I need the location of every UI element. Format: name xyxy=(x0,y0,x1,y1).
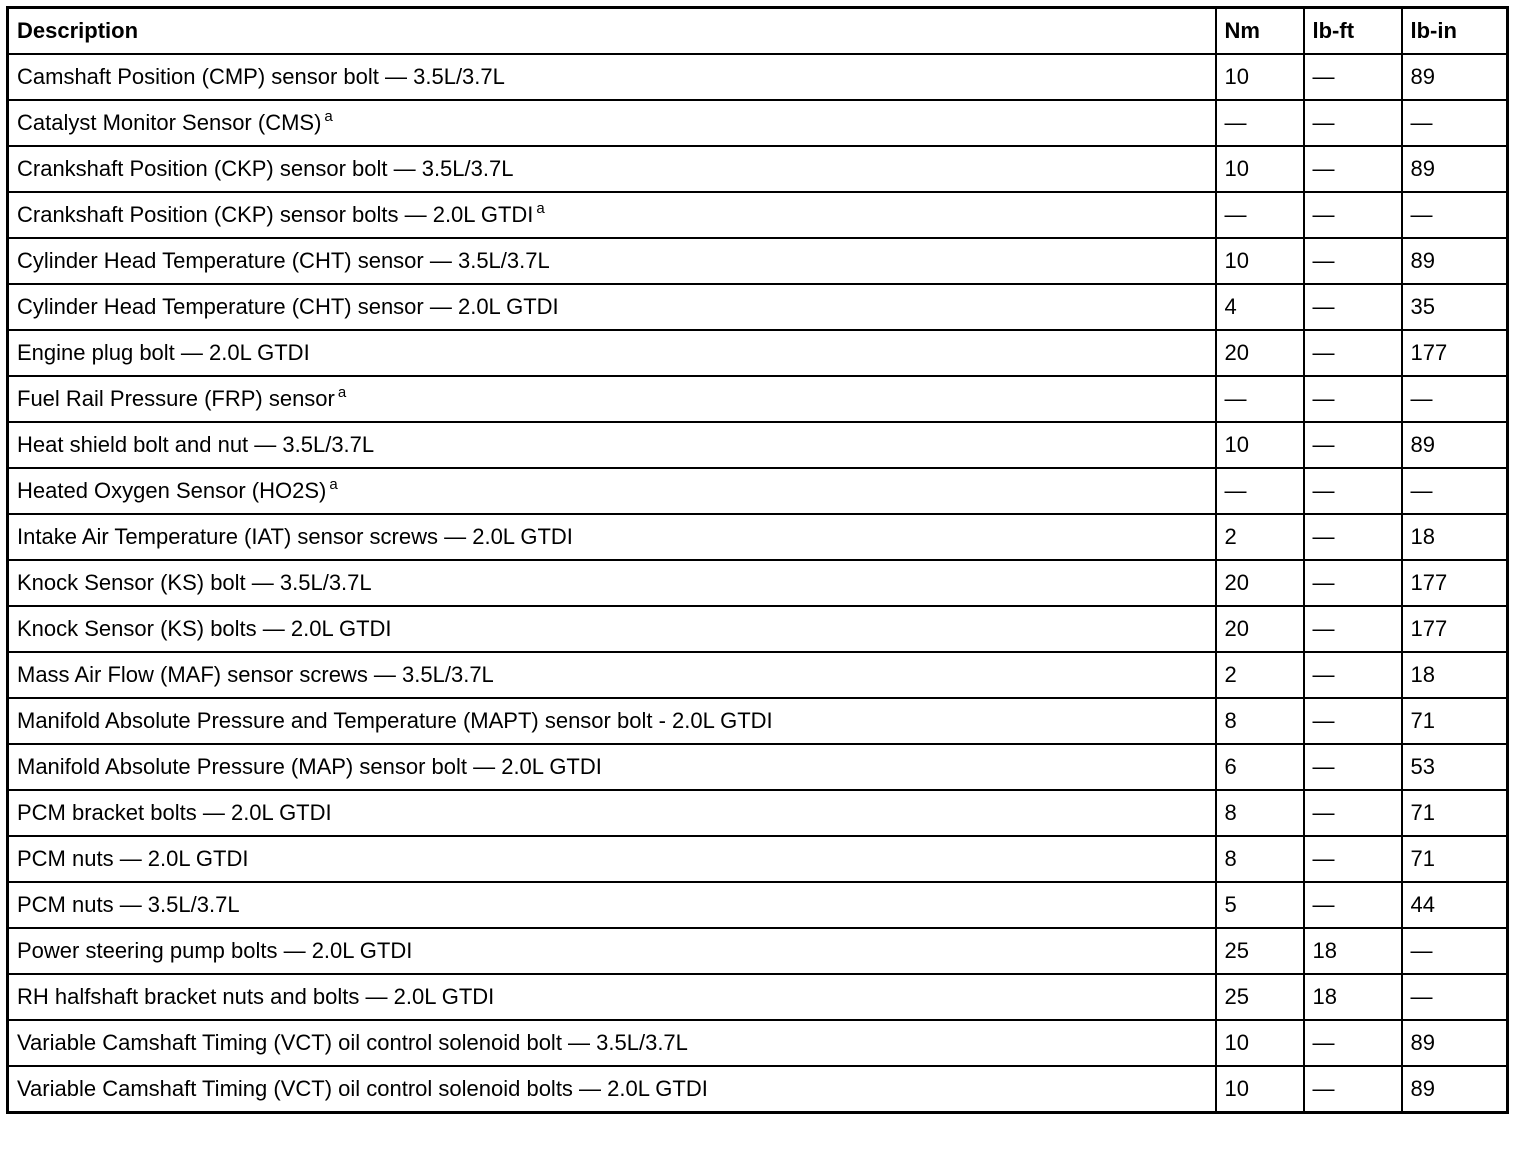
table-row xyxy=(8,422,1508,468)
cell-lb-ft: — xyxy=(1304,376,1402,422)
description-text: RH halfshaft bracket nuts and bolts — 2.0L GTDI xyxy=(17,984,495,1009)
description-text: Variable Camshaft Timing (VCT) oil control solenoid bolt — 3.5L/3.7L xyxy=(17,1030,688,1055)
cell-description xyxy=(8,1066,1216,1113)
cell-lb-in: — xyxy=(1402,100,1508,146)
cell-lb-ft: — xyxy=(1304,560,1402,606)
cell-lb-ft: — xyxy=(1304,54,1402,100)
cell-lb-ft: 18 xyxy=(1304,974,1402,1020)
cell-lb-in: 177 xyxy=(1402,330,1508,376)
table-row xyxy=(8,1020,1508,1066)
cell-description xyxy=(8,606,1216,652)
cell-description xyxy=(8,882,1216,928)
cell-lb-ft: — xyxy=(1304,744,1402,790)
cell-lb-in: 71 xyxy=(1402,836,1508,882)
cell-nm: 4 xyxy=(1216,284,1304,330)
table-row xyxy=(8,974,1508,1020)
cell-lb-ft: — xyxy=(1304,1020,1402,1066)
table-row xyxy=(8,330,1508,376)
header-nm: Nm xyxy=(1216,8,1304,55)
header-lb-in: lb-in xyxy=(1402,8,1508,55)
cell-nm: 10 xyxy=(1216,1066,1304,1113)
cell-lb-ft: — xyxy=(1304,192,1402,238)
cell-lb-in: 18 xyxy=(1402,652,1508,698)
description-text: Fuel Rail Pressure (FRP) sensor xyxy=(17,386,335,411)
cell-nm: — xyxy=(1216,192,1304,238)
cell-lb-in: 89 xyxy=(1402,54,1508,100)
description-text: PCM nuts — 3.5L/3.7L xyxy=(17,892,240,917)
cell-description xyxy=(8,514,1216,560)
cell-lb-ft: — xyxy=(1304,422,1402,468)
cell-description xyxy=(8,422,1216,468)
cell-lb-ft: — xyxy=(1304,836,1402,882)
cell-lb-ft: — xyxy=(1304,606,1402,652)
table-row xyxy=(8,54,1508,100)
description-text: Knock Sensor (KS) bolts — 2.0L GTDI xyxy=(17,616,392,641)
cell-lb-ft: — xyxy=(1304,882,1402,928)
cell-lb-in: 18 xyxy=(1402,514,1508,560)
cell-nm: 20 xyxy=(1216,560,1304,606)
cell-description xyxy=(8,560,1216,606)
cell-lb-ft: — xyxy=(1304,238,1402,284)
table-row xyxy=(8,560,1508,606)
header-description: Description xyxy=(8,8,1216,55)
table-row xyxy=(8,514,1508,560)
table-row xyxy=(8,376,1508,422)
cell-description xyxy=(8,100,1216,146)
table-row xyxy=(8,1066,1508,1113)
cell-description xyxy=(8,974,1216,1020)
cell-nm: 2 xyxy=(1216,514,1304,560)
description-text: Knock Sensor (KS) bolt — 3.5L/3.7L xyxy=(17,570,372,595)
table-row xyxy=(8,790,1508,836)
cell-nm: 2 xyxy=(1216,652,1304,698)
description-text: Cylinder Head Temperature (CHT) sensor — 2.0L GTDI xyxy=(17,294,559,319)
cell-nm: 10 xyxy=(1216,1020,1304,1066)
cell-nm: 8 xyxy=(1216,790,1304,836)
table-row xyxy=(8,468,1508,514)
cell-nm: 5 xyxy=(1216,882,1304,928)
cell-nm: 20 xyxy=(1216,330,1304,376)
cell-lb-ft: — xyxy=(1304,652,1402,698)
description-text: Intake Air Temperature (IAT) sensor screws — 2.0L GTDI xyxy=(17,524,573,549)
cell-lb-ft: — xyxy=(1304,330,1402,376)
description-text: Crankshaft Position (CKP) sensor bolt — 3.5L/3.7L xyxy=(17,156,514,181)
cell-nm: — xyxy=(1216,376,1304,422)
description-text: Camshaft Position (CMP) sensor bolt — 3.5L/3.7L xyxy=(17,64,505,89)
description-text: Engine plug bolt — 2.0L GTDI xyxy=(17,340,310,365)
cell-lb-in: 35 xyxy=(1402,284,1508,330)
table-row xyxy=(8,100,1508,146)
cell-description xyxy=(8,698,1216,744)
cell-lb-ft: 18 xyxy=(1304,928,1402,974)
cell-lb-ft: — xyxy=(1304,514,1402,560)
cell-lb-in: 89 xyxy=(1402,1066,1508,1113)
cell-description xyxy=(8,652,1216,698)
cell-nm: 6 xyxy=(1216,744,1304,790)
footnote-marker: a xyxy=(337,384,347,401)
cell-description xyxy=(8,1020,1216,1066)
table-row xyxy=(8,146,1508,192)
cell-nm: 25 xyxy=(1216,974,1304,1020)
cell-lb-in: — xyxy=(1402,468,1508,514)
description-text: Crankshaft Position (CKP) sensor bolts — 2.0L GTDI xyxy=(17,202,534,227)
cell-description xyxy=(8,54,1216,100)
footnote-marker: a xyxy=(536,200,545,217)
cell-lb-in: — xyxy=(1402,974,1508,1020)
cell-lb-in: 177 xyxy=(1402,606,1508,652)
cell-lb-ft: — xyxy=(1304,1066,1402,1113)
table-row xyxy=(8,698,1508,744)
cell-description xyxy=(8,192,1216,238)
cell-nm: — xyxy=(1216,100,1304,146)
cell-description xyxy=(8,238,1216,284)
table-row xyxy=(8,744,1508,790)
cell-lb-in: — xyxy=(1402,376,1508,422)
cell-lb-in: 53 xyxy=(1402,744,1508,790)
description-text: Heated Oxygen Sensor (HO2S) xyxy=(17,478,327,503)
table-row xyxy=(8,238,1508,284)
cell-lb-in: 71 xyxy=(1402,698,1508,744)
cell-description xyxy=(8,836,1216,882)
description-text: Heat shield bolt and nut — 3.5L/3.7L xyxy=(17,432,375,457)
cell-nm: 10 xyxy=(1216,54,1304,100)
header-lb-ft: lb-ft xyxy=(1304,8,1402,55)
cell-lb-in: 44 xyxy=(1402,882,1508,928)
cell-lb-ft: — xyxy=(1304,468,1402,514)
cell-lb-in: 89 xyxy=(1402,1020,1508,1066)
description-text: Power steering pump bolts — 2.0L GTDI xyxy=(17,938,413,963)
description-text: Cylinder Head Temperature (CHT) sensor — 3.5L/3.7L xyxy=(17,248,550,273)
description-text: Mass Air Flow (MAF) sensor screws — 3.5L/3.7L xyxy=(17,662,494,687)
cell-nm: 8 xyxy=(1216,836,1304,882)
cell-description xyxy=(8,284,1216,330)
description-text: Manifold Absolute Pressure and Temperature (MAPT) sensor bolt - 2.0L GTDI xyxy=(17,708,773,733)
cell-lb-ft: — xyxy=(1304,698,1402,744)
description-text: Variable Camshaft Timing (VCT) oil control solenoid bolts — 2.0L GTDI xyxy=(17,1076,708,1101)
table-row xyxy=(8,652,1508,698)
description-text: PCM nuts — 2.0L GTDI xyxy=(17,846,249,871)
description-text: PCM bracket bolts — 2.0L GTDI xyxy=(17,800,332,825)
cell-nm: 8 xyxy=(1216,698,1304,744)
cell-lb-ft: — xyxy=(1304,146,1402,192)
description-text: Catalyst Monitor Sensor (CMS) xyxy=(17,110,322,135)
cell-nm: 25 xyxy=(1216,928,1304,974)
cell-description xyxy=(8,330,1216,376)
cell-nm: — xyxy=(1216,468,1304,514)
cell-description xyxy=(8,146,1216,192)
cell-description xyxy=(8,744,1216,790)
table-row xyxy=(8,284,1508,330)
cell-description xyxy=(8,376,1216,422)
cell-lb-in: — xyxy=(1402,192,1508,238)
cell-nm: 10 xyxy=(1216,422,1304,468)
cell-lb-in: 89 xyxy=(1402,238,1508,284)
cell-lb-ft: — xyxy=(1304,100,1402,146)
torque-specifications-table xyxy=(6,6,1509,1114)
cell-nm: 10 xyxy=(1216,238,1304,284)
footnote-marker: a xyxy=(324,108,333,125)
table-row xyxy=(8,836,1508,882)
cell-description xyxy=(8,928,1216,974)
cell-nm: 20 xyxy=(1216,606,1304,652)
table-row xyxy=(8,882,1508,928)
table-header xyxy=(8,8,1508,55)
cell-description xyxy=(8,468,1216,514)
cell-lb-in: 177 xyxy=(1402,560,1508,606)
cell-lb-in: 89 xyxy=(1402,422,1508,468)
table-row xyxy=(8,928,1508,974)
header-row xyxy=(8,8,1508,55)
cell-lb-in: 71 xyxy=(1402,790,1508,836)
cell-lb-ft: — xyxy=(1304,790,1402,836)
table-row xyxy=(8,606,1508,652)
cell-lb-in: 89 xyxy=(1402,146,1508,192)
cell-lb-in: — xyxy=(1402,928,1508,974)
cell-lb-ft: — xyxy=(1304,284,1402,330)
footnote-marker: a xyxy=(329,476,338,493)
cell-nm: 10 xyxy=(1216,146,1304,192)
table-row xyxy=(8,192,1508,238)
description-text: Manifold Absolute Pressure (MAP) sensor bolt — 2.0L GTDI xyxy=(17,754,602,779)
cell-description xyxy=(8,790,1216,836)
table-body xyxy=(8,54,1508,1113)
